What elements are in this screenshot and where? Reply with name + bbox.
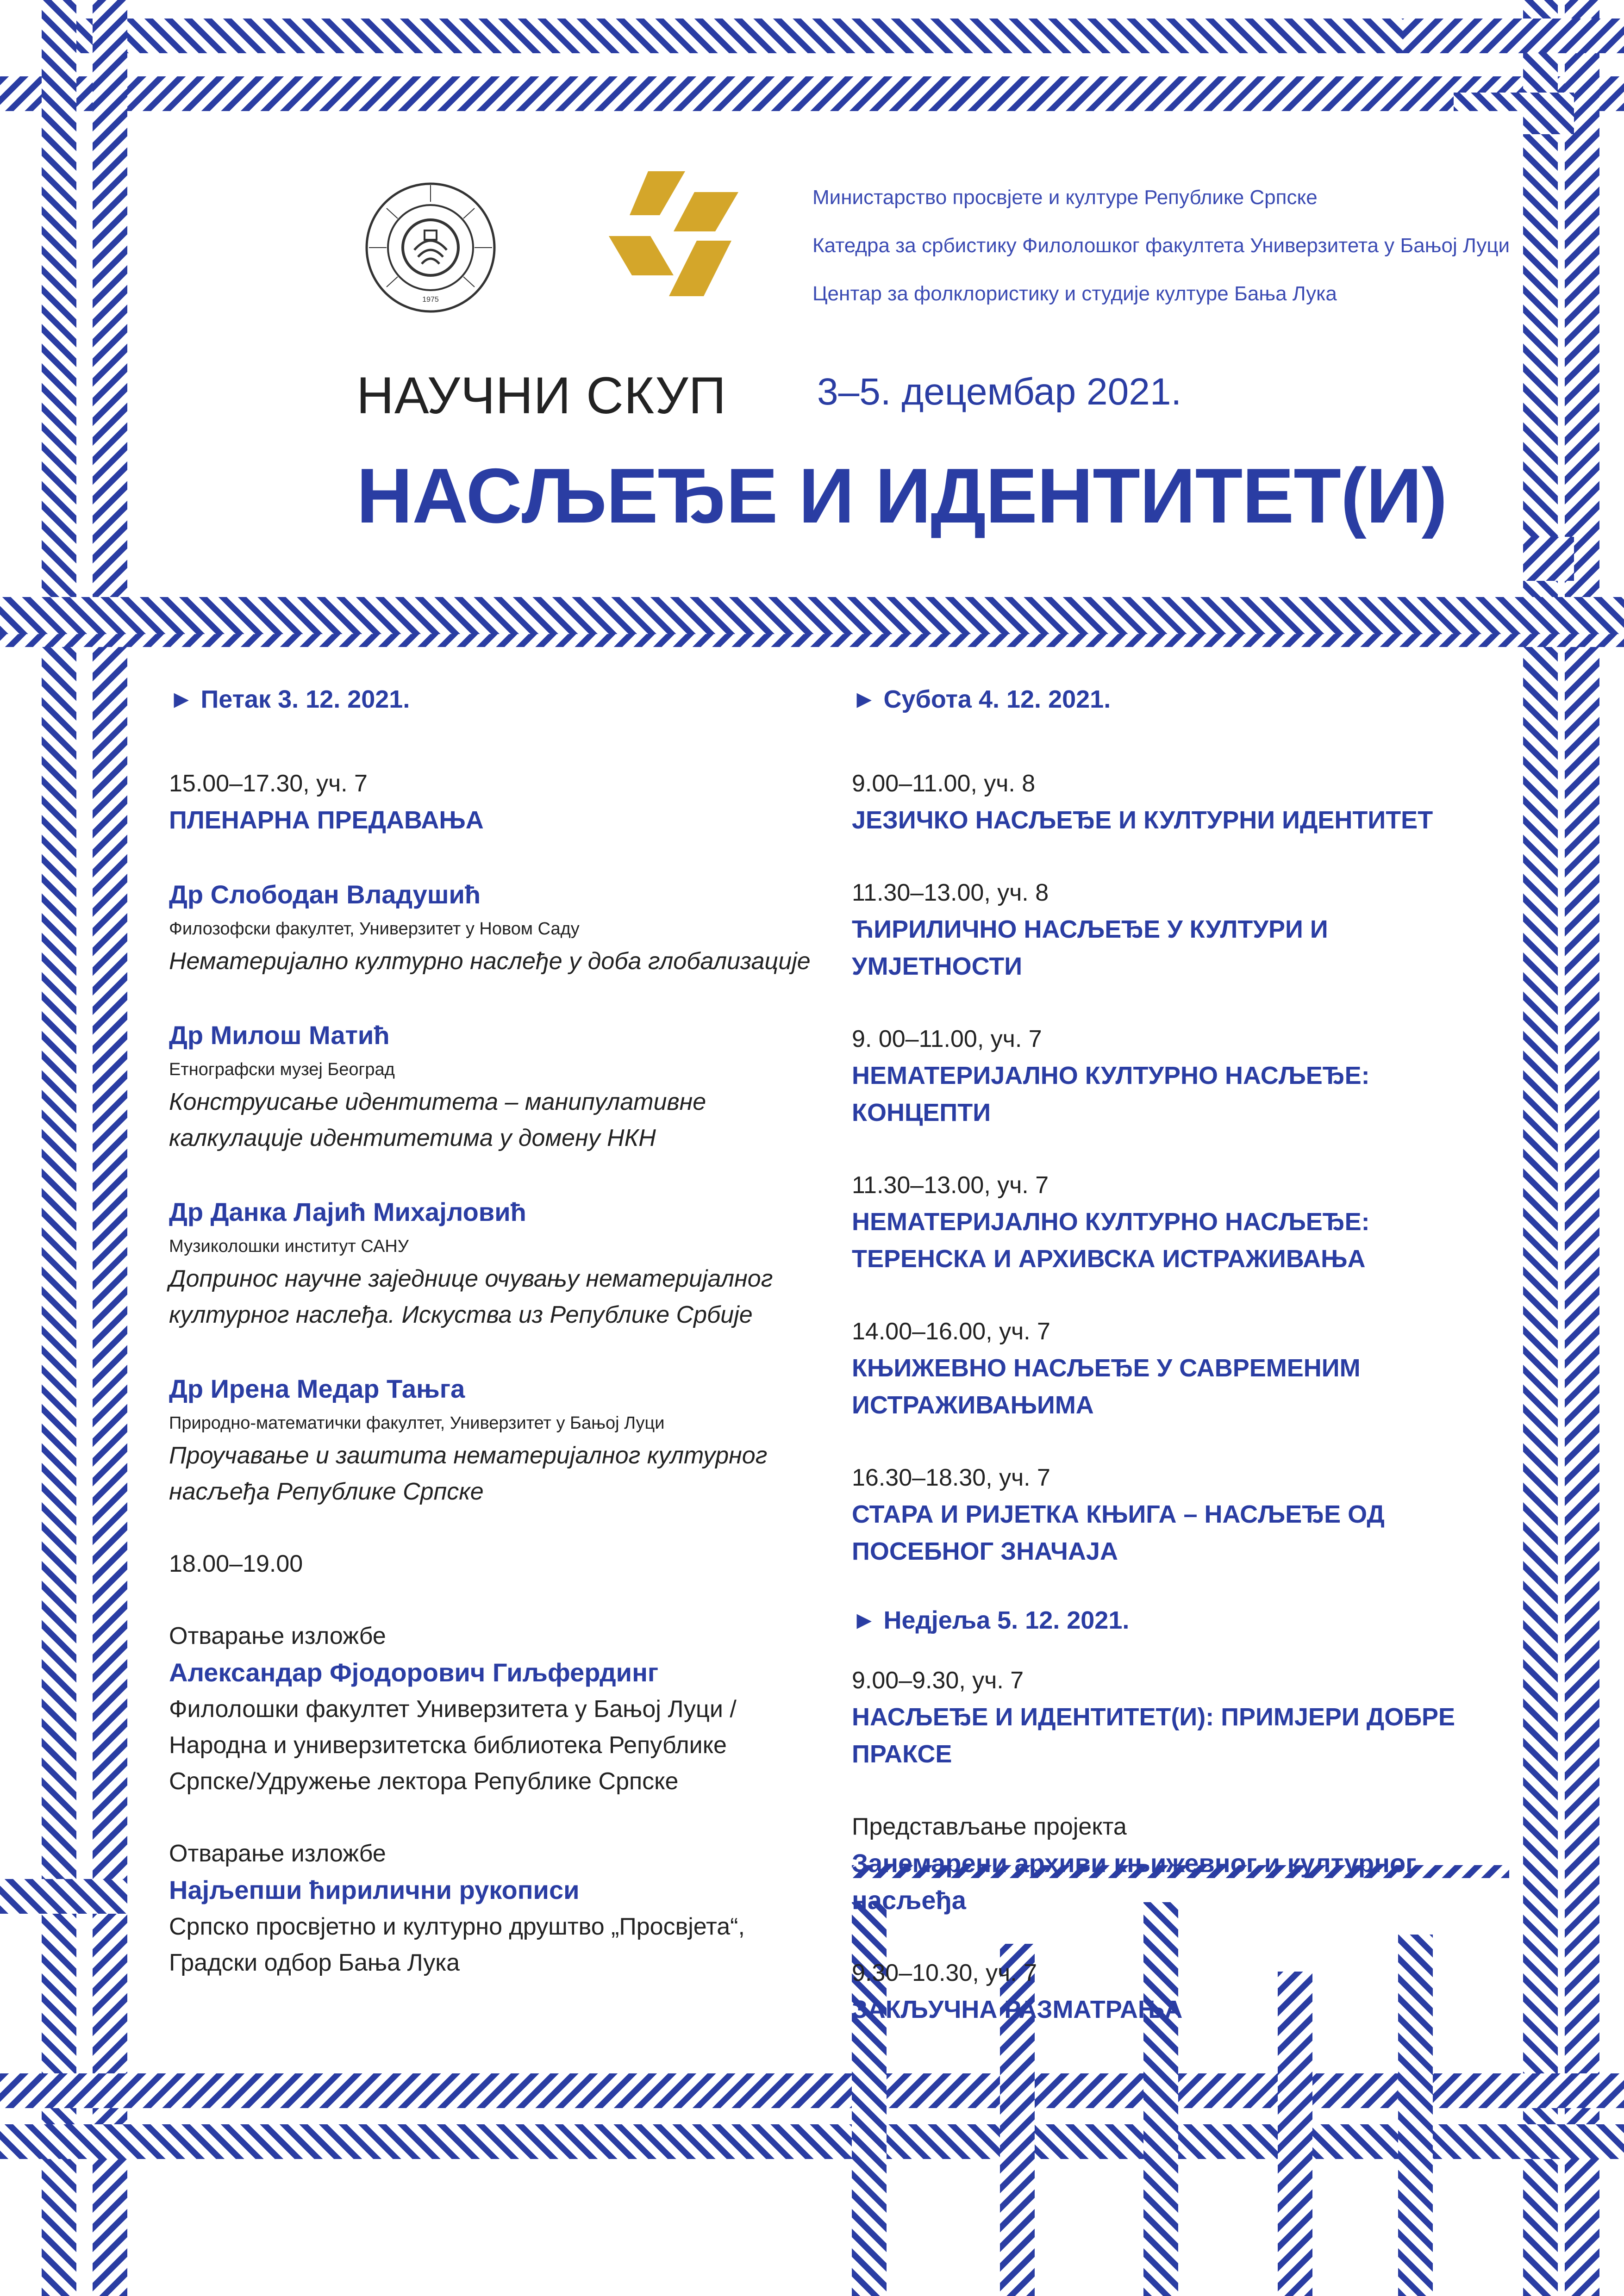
exhibition-entry (169, 1618, 817, 1799)
speaker-affiliation: Природно-математички факултет, Универзитет у Бањој Луци (169, 1413, 665, 1433)
evening-time: 18.00–19.00 (169, 1550, 303, 1577)
session-time: 9. 00–11.00, уч. 7 (852, 1026, 1042, 1052)
session-entry (852, 1460, 1500, 1570)
day-heading-saturday: ► Субота 4. 12. 2021. (852, 685, 1111, 713)
page-title: НАСЉЕЂЕ И ИДЕНТИТЕТ(И) (356, 452, 1447, 539)
session-time: 15.00–17.30, уч. 7 (169, 770, 368, 797)
exhibition-organizers: Филолошки факултет Универзитета у Бањој Луци / Народна и универзитетска библиотека Републике Српске/Удружење лектора Републике Српске (169, 1696, 737, 1795)
speaker-name: Др Ирена Медар Тањга (169, 1374, 465, 1403)
session-entry (852, 875, 1500, 985)
speaker-name: Др Слободан Владушић (169, 880, 481, 909)
session-time: 9.00–11.00, уч. 8 (852, 770, 1036, 797)
speaker-affiliation: Етнографски музеј Београд (169, 1060, 395, 1079)
talk-title: Допринос научне заједнице очувању нематеријалног културног наслеђа. Искуства из Републике Србије (169, 1265, 773, 1328)
session-title: ЗАКЉУЧНА РАЗМАТРАЊА (852, 1996, 1183, 2023)
project-label: Представљање пројекта (852, 1813, 1127, 1840)
speaker-entry (169, 1192, 817, 1333)
university-seal-icon (363, 180, 498, 315)
session-entry (852, 1021, 1500, 1131)
stripe-band (0, 597, 1624, 634)
talk-title: Нематеријално културно наслеђе у доба глобализације (169, 948, 811, 975)
organizer-center: Центар за фолклористику и студије културе Бања Лука (812, 282, 1337, 305)
speaker-name: Др Милош Матић (169, 1020, 390, 1050)
day-heading-friday: ► Петак 3. 12. 2021. (169, 685, 410, 713)
speaker-entry (169, 1369, 817, 1510)
stripe-band (1403, 19, 1624, 53)
seal-year: 1975 (422, 296, 439, 304)
organizers-list (812, 174, 1530, 318)
event-type: НАУЧНИ СКУП (356, 367, 726, 424)
organizer-ministry: Министарство просвјете и културе Републике Српске (812, 186, 1318, 209)
session-time: 9.30–10.30, уч. 7 (852, 1960, 1037, 1986)
session-time: 11.30–13.00, уч. 8 (852, 879, 1049, 906)
exhibition-title: Александар Фјодорович Гиљфердинг (169, 1658, 659, 1687)
session-title: ЈЕЗИЧКО НАСЉЕЂЕ И КУЛТУРНИ ИДЕНТИТЕТ (852, 806, 1433, 834)
exhibition-label: Отварање изложбе (169, 1623, 386, 1649)
session-time: 11.30–13.00, уч. 7 (852, 1172, 1049, 1199)
day-heading-sunday: ► Недјеља 5. 12. 2021. (852, 1606, 1130, 1634)
stripe-band (42, 0, 76, 2296)
program-column-friday (169, 685, 817, 2017)
session-entry (852, 1662, 1500, 1773)
speaker-affiliation: Музиколошки институт САНУ (169, 1237, 409, 1256)
session-entry (852, 1313, 1500, 1424)
stripe-band (1565, 0, 1599, 2296)
stripe-band (93, 0, 127, 2296)
talk-title: Конструисање идентитета – манипулативне калкулације идентитетима у домену НКН (169, 1089, 706, 1151)
stripe-band (0, 2073, 1624, 2108)
session-title: КЊИЖЕВНО НАСЉЕЂЕ У САВРЕМЕНИМ ИСТРАЖИВАЊИМА (852, 1354, 1361, 1419)
exhibition-organizers: Српско просвјетно и културно друштво „Просвјета“, Градски одбор Бања Лука (169, 1913, 745, 1976)
speaker-affiliation: Филозофски факултет, Универзитет у Новом Саду (169, 919, 580, 939)
session-time: 14.00–16.00, уч. 7 (852, 1318, 1050, 1345)
speaker-entry (169, 1015, 817, 1156)
exhibition-label: Отварање изложбе (169, 1840, 386, 1867)
session-entry (852, 1955, 1500, 2028)
gold-interlocking-logo-icon (604, 167, 743, 305)
program-column-weekend (852, 685, 1500, 2064)
stripe-band (0, 76, 1624, 111)
session-title: НАСЉЕЂЕ И ИДЕНТИТЕТ(И): ПРИМЈЕРИ ДОБРЕ ПРАКСЕ (852, 1703, 1455, 1768)
speaker-name: Др Данка Лајић Михајловић (169, 1197, 526, 1226)
session-title: ЋИРИЛИЧНО НАСЉЕЂЕ У КУЛТУРИ И УМЈЕТНОСТИ (852, 915, 1328, 980)
session-time: 16.30–18.30, уч. 7 (852, 1464, 1050, 1491)
exhibition-title: Најљепши ћирилични рукописи (169, 1875, 580, 1904)
session-title: НЕМАТЕРИЈАЛНО КУЛТУРНО НАСЉЕЂЕ: ТЕРЕНСКА И АРХИВСКА ИСТРАЖИВАЊА (852, 1208, 1370, 1273)
stripe-band (0, 2124, 1624, 2159)
session-title: НЕМАТЕРИЈАЛНО КУЛТУРНО НАСЉЕЂЕ: КОНЦЕПТИ (852, 1062, 1370, 1126)
event-dates: 3–5. децембар 2021. (817, 371, 1182, 413)
project-title: Занемарени архиви књижевног и културног насљеђа (852, 1848, 1417, 1915)
session-entry (852, 765, 1500, 839)
stripe-band (1523, 0, 1558, 2296)
session-entry (852, 1167, 1500, 1277)
session-title: ПЛЕНАРНА ПРЕДАВАЊА (169, 806, 484, 834)
session-title: СТАРА И РИЈЕТКА КЊИГА – НАСЉЕЂЕ ОД ПОСЕБНОГ ЗНАЧАЈА (852, 1500, 1385, 1565)
session-time: 9.00–9.30, уч. 7 (852, 1667, 1024, 1694)
exhibition-entry (169, 1836, 817, 1981)
project-entry (852, 1809, 1500, 1919)
stripe-band (0, 634, 1624, 647)
stripe-band (42, 19, 1583, 53)
speaker-entry (169, 875, 817, 979)
talk-title: Проучавање и заштита нематеријалног културног насљеђа Републике Српске (169, 1442, 768, 1505)
organizer-department: Катедра за србистику Филолошког факултета Универзитета у Бањој Луци (812, 234, 1510, 257)
